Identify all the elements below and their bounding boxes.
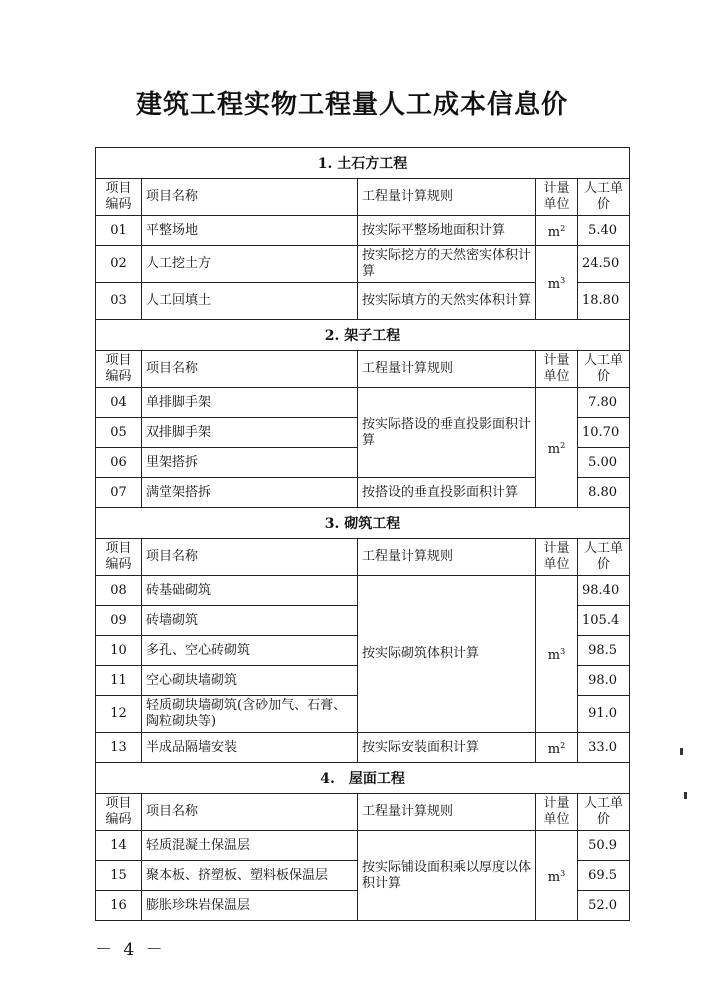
header-code: 项目编码 — [96, 179, 142, 216]
item-code: 15 — [96, 861, 142, 891]
table-row — [96, 246, 630, 283]
item-name: 半成品隔墙安装 — [142, 733, 358, 763]
scan-mark — [680, 748, 683, 755]
labor-price: 69.5 — [578, 861, 630, 891]
section-header-row — [96, 148, 630, 179]
item-code: 08 — [96, 576, 142, 606]
calc-rule: 按实际填方的天然实体积计算 — [358, 283, 536, 320]
labor-price: 7.80 — [578, 388, 630, 418]
item-name: 人工挖土方 — [142, 246, 358, 283]
section-header-row — [96, 763, 630, 794]
item-code: 02 — [96, 246, 142, 283]
section-title: 4. 屋面工程 — [96, 763, 630, 794]
unit — [536, 388, 578, 508]
unit — [536, 216, 578, 246]
header-name: 项目名称 — [142, 179, 358, 216]
item-name: 轻质混凝土保温层 — [142, 831, 358, 861]
section-title: 1. 土石方工程 — [96, 148, 630, 179]
labor-price: 8.80 — [578, 478, 630, 508]
item-code: 13 — [96, 733, 142, 763]
calc-rule: 按实际安装面积计算 — [358, 733, 536, 763]
unit-exponent: 2 — [560, 740, 566, 750]
labor-price: 24.50 — [578, 246, 630, 283]
item-code: 04 — [96, 388, 142, 418]
header-name: 项目名称 — [142, 539, 358, 576]
header-rule: 工程量计算规则 — [358, 179, 536, 216]
item-name: 里架搭拆 — [142, 448, 358, 478]
table-row — [96, 831, 630, 861]
column-header-row — [96, 179, 630, 216]
table-row — [96, 576, 630, 606]
header-unit: 计量单位 — [536, 794, 578, 831]
calc-rule: 按实际砌筑体积计算 — [358, 576, 536, 733]
header-rule: 工程量计算规则 — [358, 794, 536, 831]
unit-exponent: 2 — [560, 223, 566, 233]
item-name: 单排脚手架 — [142, 388, 358, 418]
labor-price: 98.0 — [578, 666, 630, 696]
item-name: 膨胀珍珠岩保温层 — [142, 891, 358, 921]
unit-base: m — [547, 276, 561, 292]
scan-mark — [684, 792, 687, 799]
unit — [536, 733, 578, 763]
header-price: 人工单价 — [578, 179, 630, 216]
calc-rule: 按实际搭设的垂直投影面积计算 — [358, 388, 536, 478]
labor-price: 91.0 — [578, 696, 630, 733]
header-name: 项目名称 — [142, 351, 358, 388]
item-name: 砖墙砌筑 — [142, 606, 358, 636]
header-unit: 计量单位 — [536, 539, 578, 576]
item-code: 07 — [96, 478, 142, 508]
unit-exponent: 3 — [560, 275, 566, 285]
unit-exponent: 3 — [560, 647, 566, 656]
labor-price: 10.70 — [578, 418, 630, 448]
labor-price: 50.9 — [578, 831, 630, 861]
unit — [536, 831, 578, 921]
item-code: 05 — [96, 418, 142, 448]
item-name: 平整场地 — [142, 216, 358, 246]
column-header-row — [96, 539, 630, 576]
page-number: － 4 － — [95, 940, 166, 960]
price-table — [95, 147, 630, 921]
header-price: 人工单价 — [578, 351, 630, 388]
unit-base: m — [547, 648, 561, 663]
unit — [536, 246, 578, 320]
labor-price: 18.80 — [578, 283, 630, 320]
labor-price: 5.00 — [578, 448, 630, 478]
header-code: 项目编码 — [96, 539, 142, 576]
labor-price: 98.5 — [578, 636, 630, 666]
item-code: 14 — [96, 831, 142, 861]
unit-exponent: 2 — [560, 440, 566, 450]
item-name: 空心砌块墙砌筑 — [142, 666, 358, 696]
calc-rule: 按实际挖方的天然密实体积计算 — [358, 246, 536, 283]
header-code: 项目编码 — [96, 794, 142, 831]
labor-price: 98.40 — [578, 576, 630, 606]
column-header-row — [96, 351, 630, 388]
section-title: 3. 砌筑工程 — [96, 508, 630, 539]
item-name: 聚本板、挤塑板、塑料板保温层 — [142, 861, 358, 891]
table-row — [96, 733, 630, 763]
item-name: 砖基础砌筑 — [142, 576, 358, 606]
header-unit: 计量单位 — [536, 351, 578, 388]
unit-base: m — [547, 869, 561, 885]
unit-base: m — [547, 441, 561, 457]
item-name: 双排脚手架 — [142, 418, 358, 448]
item-name: 轻质砌块墙砌筑(含砂加气、石膏、陶粒砌块等) — [142, 696, 358, 733]
header-rule: 工程量计算规则 — [358, 351, 536, 388]
calc-rule: 按实际平整场地面积计算 — [358, 216, 536, 246]
item-code: 11 — [96, 666, 142, 696]
item-code: 10 — [96, 636, 142, 666]
unit-base: m — [547, 224, 561, 240]
unit-exponent: 3 — [560, 868, 566, 878]
unit-base: m — [547, 741, 561, 757]
column-header-row — [96, 794, 630, 831]
section-header-row — [96, 508, 630, 539]
item-code: 03 — [96, 283, 142, 320]
page-title: 建筑工程实物工程量人工成本信息价 — [135, 90, 568, 120]
table-row — [96, 388, 630, 418]
header-name: 项目名称 — [142, 794, 358, 831]
item-code: 09 — [96, 606, 142, 636]
calc-rule: 按搭设的垂直投影面积计算 — [358, 478, 536, 508]
item-name: 多孔、空心砖砌筑 — [142, 636, 358, 666]
header-price: 人工单价 — [578, 539, 630, 576]
labor-price: 105.4 — [578, 606, 630, 636]
item-name: 满堂架搭拆 — [142, 478, 358, 508]
header-code: 项目编码 — [96, 351, 142, 388]
item-code: 16 — [96, 891, 142, 921]
header-price: 人工单价 — [578, 794, 630, 831]
calc-rule: 按实际铺设面积乘以厚度以体积计算 — [358, 831, 536, 921]
unit — [536, 576, 578, 733]
header-unit: 计量单位 — [536, 179, 578, 216]
section-header-row — [96, 320, 630, 351]
section-title: 2. 架子工程 — [96, 320, 630, 351]
labor-price: 33.0 — [578, 733, 630, 763]
item-name: 人工回填土 — [142, 283, 358, 320]
labor-price: 5.40 — [578, 216, 630, 246]
item-code: 12 — [96, 696, 142, 733]
table-row — [96, 216, 630, 246]
item-code: 01 — [96, 216, 142, 246]
labor-price: 52.0 — [578, 891, 630, 921]
header-rule: 工程量计算规则 — [358, 539, 536, 576]
item-code: 06 — [96, 448, 142, 478]
